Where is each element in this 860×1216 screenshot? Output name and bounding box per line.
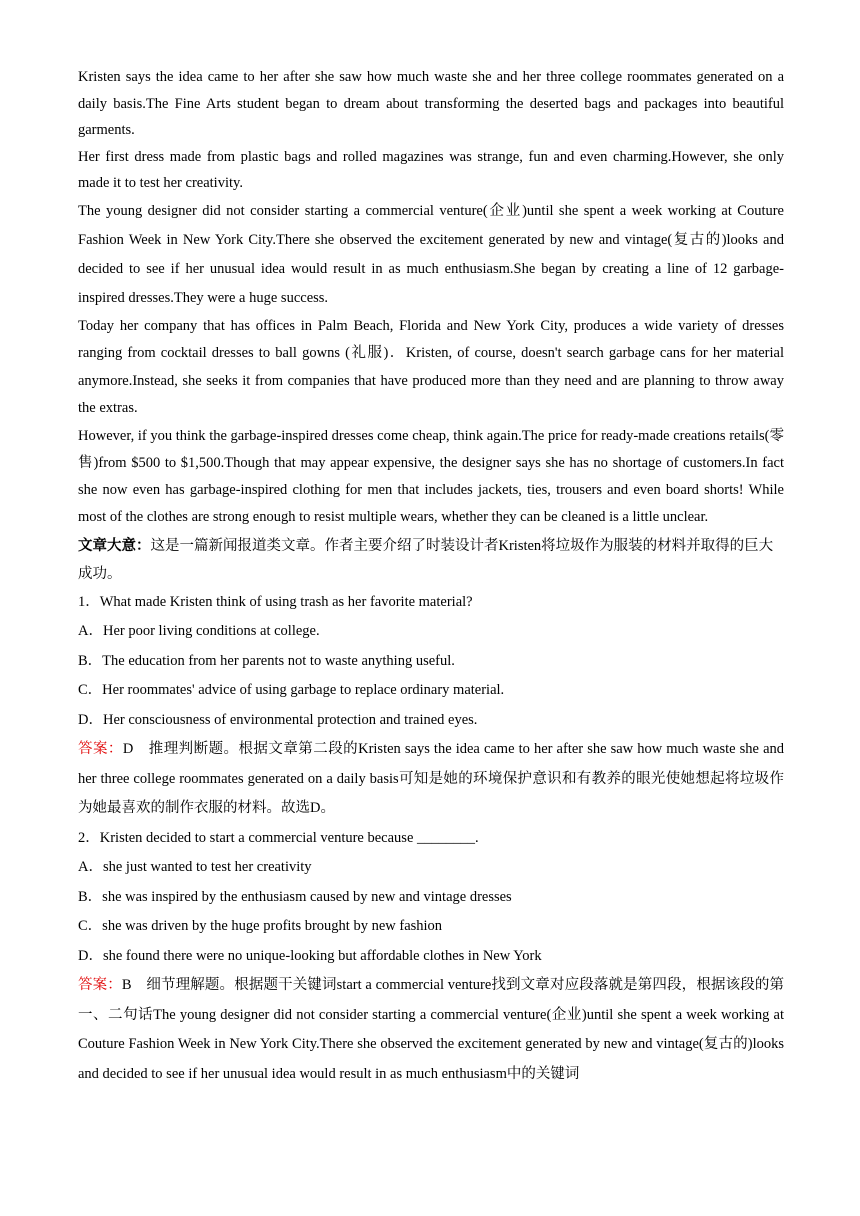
option-a: A．Her poor living conditions at college. [78, 623, 320, 640]
summary-label: 文章大意： [78, 537, 151, 554]
answer-explanation [78, 735, 784, 824]
option-b: B．she was inspired by the enthusiasm caused by new and vintage dresses [78, 888, 512, 905]
passage-paragraph-4: Today her company that has offices in Palm Beach, Florida and New York City, produces a wide variety of dresses ranging from cocktail dresses to ball gowns (礼服)．Kristen, of course, doesn't search garbage cans for her material anymore.Instead, she seeks it from companies that have produced more than they need and are planning to throw away the extras. [78, 317, 784, 416]
answer-label: 答案： [78, 741, 123, 758]
answer-label: 答案： [78, 977, 122, 994]
document-body [78, 64, 784, 1089]
answer-explanation [78, 971, 784, 1089]
option-b: B．The education from her parents not to waste anything useful. [78, 652, 455, 669]
option-c: C．she was driven by the huge profits brought by new fashion [78, 918, 443, 935]
answer-text: D 推理判断题。根据文章第二段的Kristen says the idea came to her after she saw how much waste she and her three college roommates generated on a daily basis可知是她的环境保护意识和有教养的眼光使她想起将垃圾作为她最喜欢的制作衣服的材料。故选D。 [78, 741, 785, 817]
passage-paragraph-5: However, if you think the garbage-inspired dresses come cheap, think again.The price for ready-made creations retails(零售)from $500 to $1,500.Though that may appear expensive, the designer says she has no shortage of customers.In fact she now even has garbage-inspired clothing for men that includes jackets, ties, trousers and even board shorts! While most of the clothes are strong enough to resist multiple wears, whether they can be cleaned is a little unclear. [78, 427, 784, 526]
question-stem: 2．Kristen decided to start a commercial venture because ________. [78, 829, 479, 846]
question-stem: 1．What made Kristen think of using trash as her favorite material? [78, 593, 473, 610]
question-2 [78, 824, 784, 1090]
summary-text: 这是一篇新闻报道类文章。作者主要介绍了时装设计者Kristen将垃圾作为服装的材料并取得的巨大成功。 [78, 537, 774, 582]
answer-text: B 细节理解题。根据题干关键词start a commercial venture找到文章对应段落就是第四段，根据该段的第一、二句话The young designer did not consider starting a commercial venture(企业)until she spent a week working at Couture Fashion Week in New York City.There she observed the excitement generated by new and vintage(复古的)looks and decided to see if her unusual idea would result in as much enthusiasm中的关键词 [78, 977, 785, 1082]
passage-paragraph-3: The young designer did not consider starting a commercial venture(企业)until she spent a week working at Couture Fashion Week in New York City.There she observed the excitement generated by new and vintage(复古的)looks and decided to see if her unusual idea would result in as much enthusiasm.She began by creating a line of 12 garbage-inspired dresses.They were a huge success. [78, 202, 784, 306]
question-1 [78, 588, 784, 824]
passage-paragraph-1: Kristen says the idea came to her after she saw how much waste she and her three college roommates generated on a daily basis.The Fine Arts student began to dream about transforming the deserted bags and packages into beautiful garments. [78, 69, 784, 138]
option-d: D．Her consciousness of environmental protection and trained eyes. [78, 711, 478, 728]
option-a: A．she just wanted to test her creativity [78, 859, 312, 876]
passage-paragraph-2: Her first dress made from plastic bags and rolled magazines was strange, fun and even charming.However, she only made it to test her creativity. [78, 148, 784, 191]
option-d: D．she found there were no unique-looking but affordable clothes in New York [78, 947, 542, 964]
article-summary [78, 532, 784, 588]
option-c: C．Her roommates' advice of using garbage to replace ordinary material. [78, 682, 505, 699]
